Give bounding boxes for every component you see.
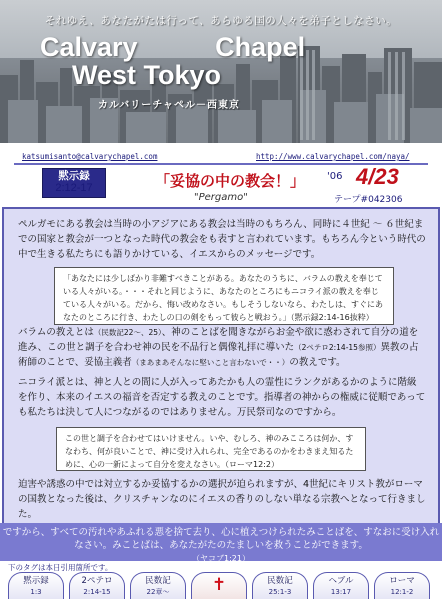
balaam-note-peter: （2ペテロ2:14-15参照） xyxy=(294,343,381,352)
tab-romans[interactable] xyxy=(374,572,430,599)
tab-label: ローマ xyxy=(389,576,415,586)
tab-label: 民数記 xyxy=(267,576,293,586)
quote-romans: この世と調子を合わせてはいけません。いや、むしろ、神のみこころは何か、すなわち、何が良いことで、神に受け入れられ、完全であるのかをわきまえ知るために、心の一新によって自分を変えなさい。（ローマ12:2） xyxy=(56,427,366,471)
tab-hebrews[interactable] xyxy=(313,572,369,599)
footer-verse-text: ですから、すべての汚れやあふれる悪を捨て去り、心に植えつけられたみことばを、すなおに受け入れなさい。みことばは、あなたがたのたましいを救うことができます。 xyxy=(2,527,440,551)
tab-numbers-25[interactable] xyxy=(252,572,308,599)
tape-number: テープ#042306 xyxy=(334,195,403,205)
tab-revelation[interactable] xyxy=(8,572,64,599)
tab-label: 民数記 xyxy=(145,576,171,586)
paragraph-intro: ペルガモにある教会は当時の小アジアにある教会は当時のもちろん、同時に４世紀 ～ ６世紀までの国家と教会が一つとなった時代の教会をも表すと言われています。もちろん今という時代の中で生きる私たちにも語りかけている、イエスからのメッセージです。 xyxy=(18,219,426,260)
tab-ref: 13:17 xyxy=(330,588,352,596)
church-name-line2: West Tokyo xyxy=(72,60,222,90)
sermon-date: 4/23 xyxy=(356,164,399,189)
tab-label: 2ペテロ xyxy=(81,576,113,586)
footer-verse xyxy=(0,523,442,561)
quote-revelation: 「あなたには少しばかり非難すべきことがある。あなたのうちに、バラムの教えを奉じている人々がいる。・・・それと同じように、あなたのところにもニコライ派の教えを奉じている人々がいる。だから、悔い改めなさい。もしそうしないなら、わたしは、すぐにあなたのところに行き、わたしの口の剣をもって彼らと戦おう。」（黙示録2:14-16抜粋） xyxy=(54,267,394,325)
balaam-note-compromise: （まあまあそんなに堅いこと言わないで・・） xyxy=(131,358,290,367)
scripture-reference: 2:12-17 xyxy=(55,182,93,194)
cross-icon: ✝ xyxy=(211,575,227,595)
tab-ref: 2:14-15 xyxy=(83,588,111,596)
sermon-title: 「妥協の中の教会！」 xyxy=(155,172,306,190)
tab-ref: 12:1-2 xyxy=(390,588,414,596)
paragraph-balaam xyxy=(18,325,426,370)
tab-label: ヘブル xyxy=(328,576,354,586)
balaam-main-text: バラムの教えとは xyxy=(18,327,94,338)
sermon-content-panel xyxy=(2,207,440,525)
tab-2-peter[interactable] xyxy=(69,572,125,599)
sermon-subtitle: "Pergamo" xyxy=(194,192,248,203)
sermon-year: '06 xyxy=(327,171,343,182)
tab-ref: 22章～ xyxy=(146,588,170,596)
header-tagline: それゆえ、あなたがたは行って、あらゆる国の人々を弟子としなさい。 xyxy=(44,15,398,27)
email-link[interactable]: katsumisanto@calvarychapel.com xyxy=(22,152,158,161)
paragraph-conclusion: 迫害や誘惑の中では対立するか妥協するかの選択が迫られますが、4世紀にキリスト教がローマの国教となった後は、クリスチャンなのにイエスの香りのしない単なる宗教へとなって行きました。 xyxy=(18,479,426,520)
header-banner xyxy=(0,0,442,143)
tab-ref: 25:1-3 xyxy=(268,588,292,596)
balaam-end-text: 異教の占術師のことで、妥協主義者 xyxy=(18,342,419,368)
nav-hint: 下のタグは本日引用箇所です。 xyxy=(8,563,113,572)
tab-numbers-22[interactable] xyxy=(130,572,186,599)
church-name-line1: Calvary Chapel xyxy=(40,32,306,62)
paragraph-nicolaitans: ニコライ派とは、神と人との間に人が入ってあたかも人の霊性にランクがあるかのように階級を作り、本来のイエスの福音を否定する教えのことです。指導者の神からの権威に従順であっても私たちは決して人につながるのではありません。万民祭司なのですから。 xyxy=(18,377,426,418)
footer-verse-reference: （ヤコブ1:21） xyxy=(192,554,250,563)
balaam-note-numbers: （民数記22～、25） xyxy=(93,328,162,337)
scripture-nav-bar xyxy=(0,572,442,600)
tab-home-cross[interactable] xyxy=(191,572,247,599)
balaam-rest-text: 、神のことばを聞きながらお金や欲に惑わされて自分の道を進み、この世と調子を合わせ神の民を不品行と偶像礼拝に導いた xyxy=(18,327,419,353)
tab-ref: 1:3 xyxy=(30,588,42,596)
balaam-tail-text: の教えです。 xyxy=(289,357,346,368)
church-name-japanese: カルバリーチャペル－西東京 xyxy=(98,100,240,111)
book-name: 黙示録 xyxy=(58,170,90,182)
website-link[interactable]: http://www.calvarychapel.com/naya/ xyxy=(256,152,410,161)
tab-label: 黙示録 xyxy=(23,576,49,586)
